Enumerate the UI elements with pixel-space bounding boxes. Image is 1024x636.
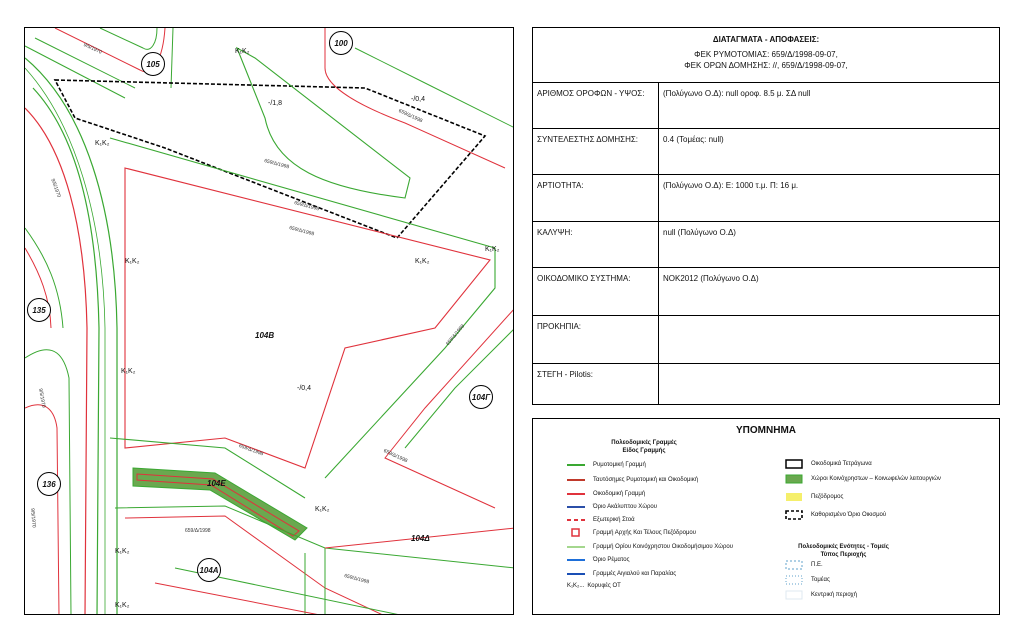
street-line	[33, 88, 99, 615]
line-annotation: 659/Δ/1998	[382, 448, 409, 465]
vertex-label: K₁K₂	[121, 368, 136, 375]
block-label[interactable]: 104Γ	[469, 385, 493, 409]
dashed-red-line-icon	[567, 515, 585, 525]
building-line	[155, 583, 325, 615]
black-rect-icon	[785, 459, 803, 469]
block-label[interactable]: 104Β	[255, 331, 275, 340]
red-square-icon	[567, 528, 585, 538]
row-key: ΟΙΚΟΔΟΜΙΚΟ ΣΥΣΤΗΜΑ:	[533, 268, 659, 315]
row-value: (Πολύγωνο Ο.Δ): null οροφ. 8.5 μ. ΣΔ null	[663, 89, 811, 98]
row-value: ΝΟΚ2012 (Πολύγωνο Ο.Δ)	[663, 274, 759, 283]
map-canvas	[25, 28, 514, 615]
vertex-label: K₁K₂	[125, 258, 140, 265]
legend-item-central-area: Κεντρική περιοχή	[785, 590, 857, 600]
coefficient-label: -/1,8	[268, 100, 283, 107]
line-annotation: 659/Δ/1998	[343, 573, 370, 586]
decree-line: ΦΕΚ ΡΥΜΟΤΟΜΙΑΣ: 659/Δ/1998-09-07,	[694, 50, 838, 59]
regulations-table	[532, 27, 1000, 405]
line-annotation: 659/Δ/1998	[263, 158, 290, 171]
green-line-icon	[567, 460, 585, 470]
vertex-label: K₁K₂	[115, 602, 130, 609]
legend-item-common-spaces: Χώροι Κοινόχρηστων – Κοινωφελών λειτουργιών	[785, 474, 941, 484]
street-line	[325, 248, 495, 478]
block-label[interactable]: 100	[329, 31, 353, 55]
street-line	[25, 68, 105, 615]
block-label[interactable]: 104Ε	[207, 479, 226, 488]
dotted-rect-icon	[785, 575, 803, 585]
row-value	[659, 364, 999, 404]
blue-line-icon	[567, 555, 585, 565]
table-row	[533, 316, 999, 364]
legend-item-stream: Όριο Ρέματος	[567, 555, 630, 565]
row-key: ΑΡΤΙΟΤΗΤΑ:	[533, 175, 659, 221]
street-line	[115, 506, 514, 568]
row-key: ΚΑΛΥΨΗ:	[533, 222, 659, 267]
line-annotation: 9/5/1970	[82, 42, 103, 56]
decrees-title: ΔΙΑΤΑΓΜΑΤΑ - ΑΠΟΦΑΣΕΙΣ:	[712, 35, 820, 44]
line-annotation: 9/5/1970	[49, 178, 62, 199]
legend-item-pedestrian-ends: Γραμμή Αρχής Και Τέλους Πεζόδρομου	[567, 528, 696, 538]
legend-item-vertices: K₁K₂... Κορυφές ΟΤ	[567, 583, 621, 589]
legend-item-shoreline: Γραμμές Αιγιαλού και Παραλίας	[567, 569, 676, 579]
line-annotation: 659/Δ/1998	[397, 108, 424, 125]
legend-item-common-space-line: Γραμμή Ορίου Κοινόχρηστου Οικοδομήσιμου Χώρου	[567, 542, 733, 552]
row-value: 0.4 (Τομέας: null)	[663, 135, 724, 144]
block-label[interactable]: 136	[37, 472, 61, 496]
light-rect-icon	[785, 590, 803, 600]
legend-left-header: Πολεοδομικές Γραμμές Είδος Γραμμής	[611, 440, 677, 454]
map-panel[interactable]	[24, 27, 514, 615]
block-label[interactable]: 135	[27, 298, 51, 322]
legend-item-open-space: Όριο Ακάλυπτου Χώρου	[567, 502, 657, 512]
table-row	[533, 129, 999, 175]
row-key: ΣΤΕΓΗ - Pilotis:	[533, 364, 659, 404]
line-annotation: 659/Δ/1998	[237, 443, 265, 458]
table-row	[533, 364, 999, 404]
red-line-icon	[567, 489, 585, 499]
block-label[interactable]: 104Δ	[411, 534, 430, 543]
row-value: null (Πολύγωνο Ο.Δ)	[663, 228, 736, 237]
row-key: ΣΥΝΤΕΛΕΣΤΗΣ ΔΟΜΗΣΗΣ:	[533, 129, 659, 174]
legend-item-arcade: Εξωτερική Στοά	[567, 515, 635, 525]
dark-blue-line-icon	[567, 569, 585, 579]
row-value: (Πολύγωνο Ο.Δ): Ε: 1000 τ.μ. Π: 16 μ.	[663, 181, 799, 190]
legend-panel	[532, 418, 1000, 615]
table-row	[533, 268, 999, 316]
legend-item-building-line: Οικοδομική Γραμμή	[567, 489, 645, 499]
vertex-symbol: K₁K₂...	[567, 583, 585, 589]
yellow-fill-icon	[785, 492, 803, 502]
line-annotation: 659/Δ/1998	[185, 528, 211, 534]
vertex-label: K₁K₂	[315, 506, 330, 513]
line-annotation: 659/Δ/1998	[288, 225, 315, 238]
line-annotation: 659/Δ/1998	[293, 200, 320, 213]
vertex-label: K₁K₂	[235, 48, 250, 55]
coefficient-label: -/0,4	[297, 385, 312, 392]
building-line	[125, 516, 385, 615]
row-key: ΠΡΟΚΗΠΙΑ:	[533, 316, 659, 363]
vertex-label: K₁K₂	[115, 548, 130, 555]
legend-item-street-line: Ρυμοτομική Γραμμή	[567, 460, 646, 470]
legend-title: ΥΠΟΜΝΗΜΑ	[736, 425, 796, 436]
row-key: ΑΡΙΘΜΟΣ ΟΡΟΦΩΝ - ΥΨΟΣ:	[533, 83, 659, 128]
legend-item-settlement-boundary: Καθορισμένο Όριο Οικισμού	[785, 510, 886, 520]
block-label[interactable]: 104Α	[197, 558, 221, 582]
legend-item-pedestrian-road: Πεζόδρομος	[785, 492, 843, 502]
line-annotation: 9/5/1970	[29, 508, 37, 528]
vertex-label: K₁K₂	[95, 140, 110, 147]
green-fill-icon	[785, 474, 803, 484]
vertex-label: K₁K₂	[485, 246, 500, 253]
legend-item-zone: Π.Ε.	[785, 560, 823, 570]
street-line	[405, 328, 514, 448]
table-row	[533, 222, 999, 268]
table-row	[533, 83, 999, 129]
dotted-rect-icon	[785, 560, 803, 570]
block-label[interactable]: 105	[141, 52, 165, 76]
table-row	[533, 175, 999, 222]
dashed-rect-icon	[785, 510, 803, 520]
light-green-line-icon	[567, 542, 585, 552]
row-value	[659, 316, 999, 363]
legend-item-sector: Τομέας	[785, 575, 830, 585]
street-line	[171, 28, 173, 88]
block-104b-outline	[125, 168, 490, 468]
blue-line-icon	[567, 502, 585, 512]
block-outline	[237, 48, 410, 198]
decree-line: ΦΕΚ ΟΡΩΝ ΔΟΜΗΣΗΣ: //, 659/Δ/1998-09-07,	[684, 61, 848, 70]
coefficient-label: -/0,4	[411, 96, 426, 103]
legend-item-identical-line: Ταυτόσημες Ρυμοτομική και Οικοδομική	[567, 475, 698, 485]
legend-right-header: Πολεοδομικές Ενότητες - Τομείς Τύπος Περιοχής	[798, 544, 889, 558]
street-line	[100, 28, 157, 49]
line-annotation: 9/5/1970	[37, 388, 47, 409]
vertex-label: K₁K₂	[415, 258, 430, 265]
decrees-header	[533, 28, 999, 83]
line-annotation: 659/Δ/1998	[445, 323, 467, 347]
dark-red-line-icon	[567, 475, 585, 485]
legend-item-blocks: Οικοδομικά Τετράγωνα	[785, 459, 872, 469]
